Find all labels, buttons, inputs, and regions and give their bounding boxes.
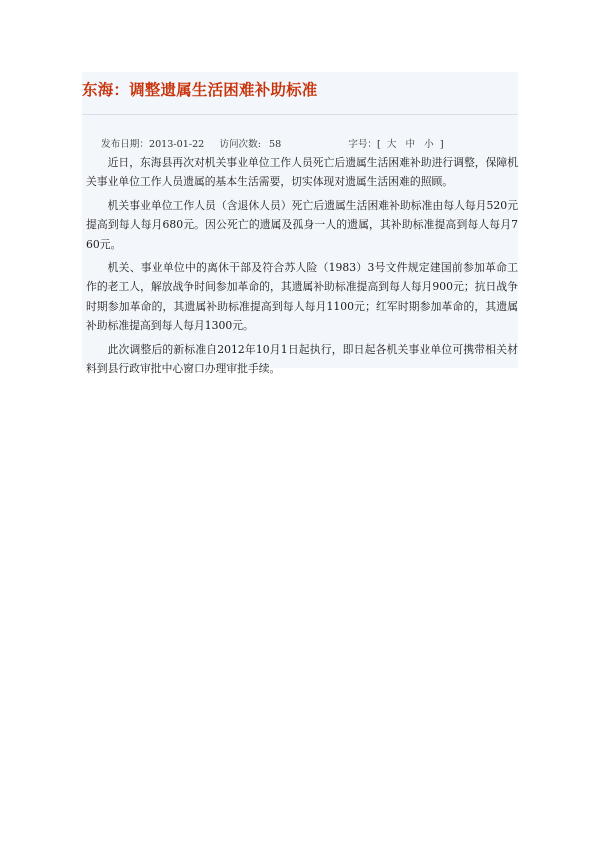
article-meta [101,136,444,150]
article-body [86,153,518,382]
article-title: 东海：调整遗属生活困难补助标准 [82,80,318,99]
font-size-close-bracket: ] [439,139,444,150]
body-paragraph: 此次调整后的新标准自2012年10月1日起执行，即日起各机关事业单位可携带相关材料到县行政审批中心窗口办理审批手续。 [86,342,518,376]
body-paragraph: 机关、事业单位中的离休干部及符合苏人险（1983）3号文件规定建国前参加革命工作的老工人，解放战争时间参加革命的，其遗属补助标准提高到每人每月900元；抗日战争时期参加革命的，其遗属补助标准提高到每人每月1100元；红军时期参加革命的，其遗属补助标准提高到每人每月1300元。 [86,261,518,333]
font-size-large-link[interactable]: 大 [386,139,397,150]
article-panel [82,72,518,376]
publish-date: 2013-01-22 [148,139,205,150]
title-divider [82,114,518,115]
font-size-medium-link[interactable]: 中 [405,139,416,150]
font-size-small-link[interactable]: 小 [424,139,434,150]
view-count: 58 [268,139,282,150]
view-count-label: 访问次数: [219,139,261,150]
font-size-label: 字号：[ [348,139,381,150]
publish-date-label: 发布日期： [101,139,149,150]
font-size-switch [348,136,443,150]
body-paragraph: 机关事业单位工作人员（含退休人员）死亡后遗属生活困难补助标准由每人每月520元提高到每人每月680元。因公死亡的遗属及孤身一人的遗属，其补助标准提高到每人每月760元。 [86,198,518,251]
body-paragraph: 近日，东海县再次对机关事业单位工作人员死亡后遗属生活困难补助进行调整，保障机关事业单位工作人员遗属的基本生活需要，切实体现对遗属生活困难的照顾。 [86,156,518,189]
